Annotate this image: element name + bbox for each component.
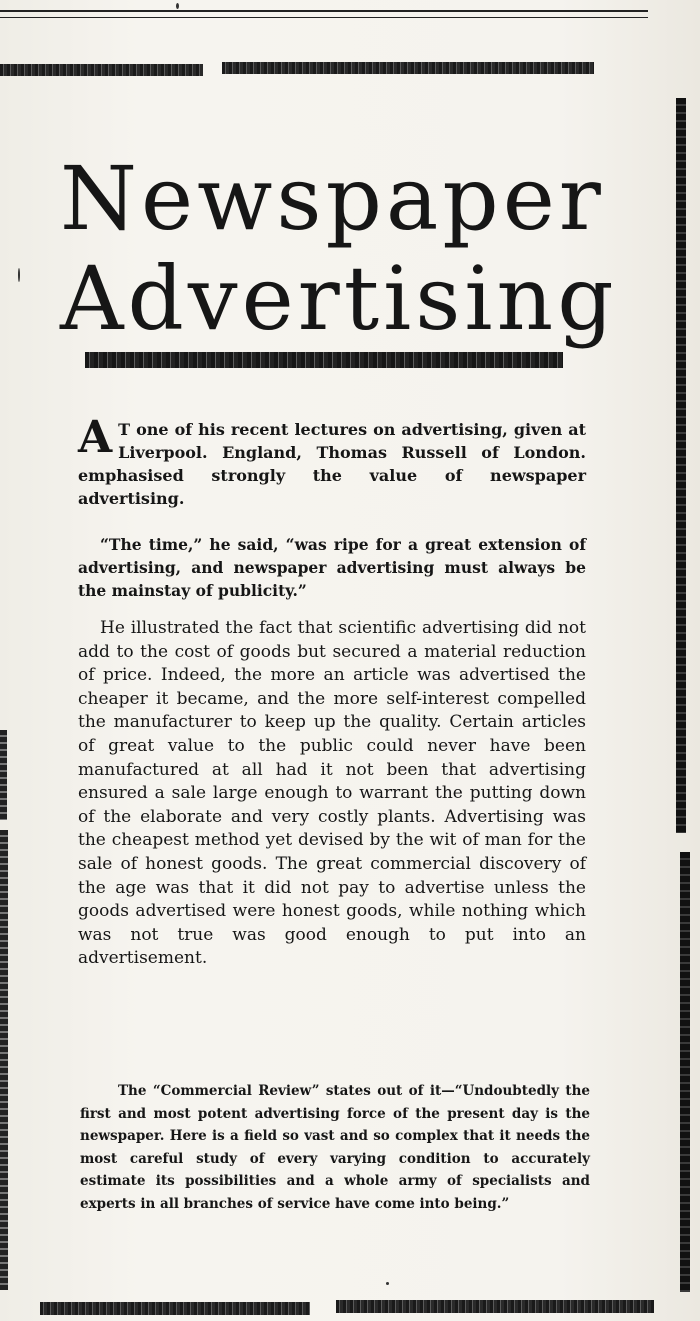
top-rule xyxy=(0,10,648,12)
paragraph-body: He illustrated the fact that scientific advertising did not add to the cost of goods but secured a material reduction of price. Indeed, the more an article was advertised the cheaper it became, and the more self-interest compelled the manufacturer to keep up the quality. Certain articles of great value to the public could never have been manufactured at all had it not been that advertising ensured a sale large enough to warrant the putting down of the elaborate and very costly plants. Advertising was the cheapest method yet devised by the wit of man for the sale of honest goods. The great commercial discovery of the age was that it did not pay to advertise unless the goods advertised were honest goods, while nothing which was not true was good enough to put into an advertisement. xyxy=(78,618,586,969)
column-rule-right-lower xyxy=(680,852,690,1292)
left-edge-mark-lower xyxy=(0,830,8,1290)
print-speck xyxy=(386,1282,389,1285)
paragraph-intro xyxy=(78,412,586,510)
left-edge-mark xyxy=(0,730,7,820)
paragraph-intro-text: T one of his recent lectures on advertising, given at Liverpool. England, Thomas Russell of London. emphasised strongly the value of newspaper advertising. xyxy=(78,420,586,508)
print-speck xyxy=(176,3,179,9)
paragraph-quote: “The time,” he said, “was ripe for a great extension of advertising, and newspaper advertising must always be the mainstay of publicity.” xyxy=(78,535,586,600)
headline-rule xyxy=(85,352,563,368)
top-rule-2 xyxy=(0,17,648,18)
print-speck xyxy=(18,268,20,282)
headline-line-2: Advertising xyxy=(60,247,618,350)
column-rule-right xyxy=(676,98,686,833)
top-band-right xyxy=(222,62,594,74)
drop-cap: A xyxy=(78,412,113,463)
bottom-band-right xyxy=(336,1300,654,1313)
bottom-band-left xyxy=(40,1302,310,1315)
paragraph-review-quote: The “Commercial Review” states out of it—“Undoubtedly the first and most potent advertising force of the present day is the newspaper. Here is a field so vast and so complex that it needs the most careful study of every varying condition to accurately estimate its possibilities and a whole army of specialists and experts in all branches of service have come into being.” xyxy=(80,1083,590,1212)
top-band-left xyxy=(0,64,203,76)
headline-line-1: Newspaper xyxy=(60,147,605,250)
